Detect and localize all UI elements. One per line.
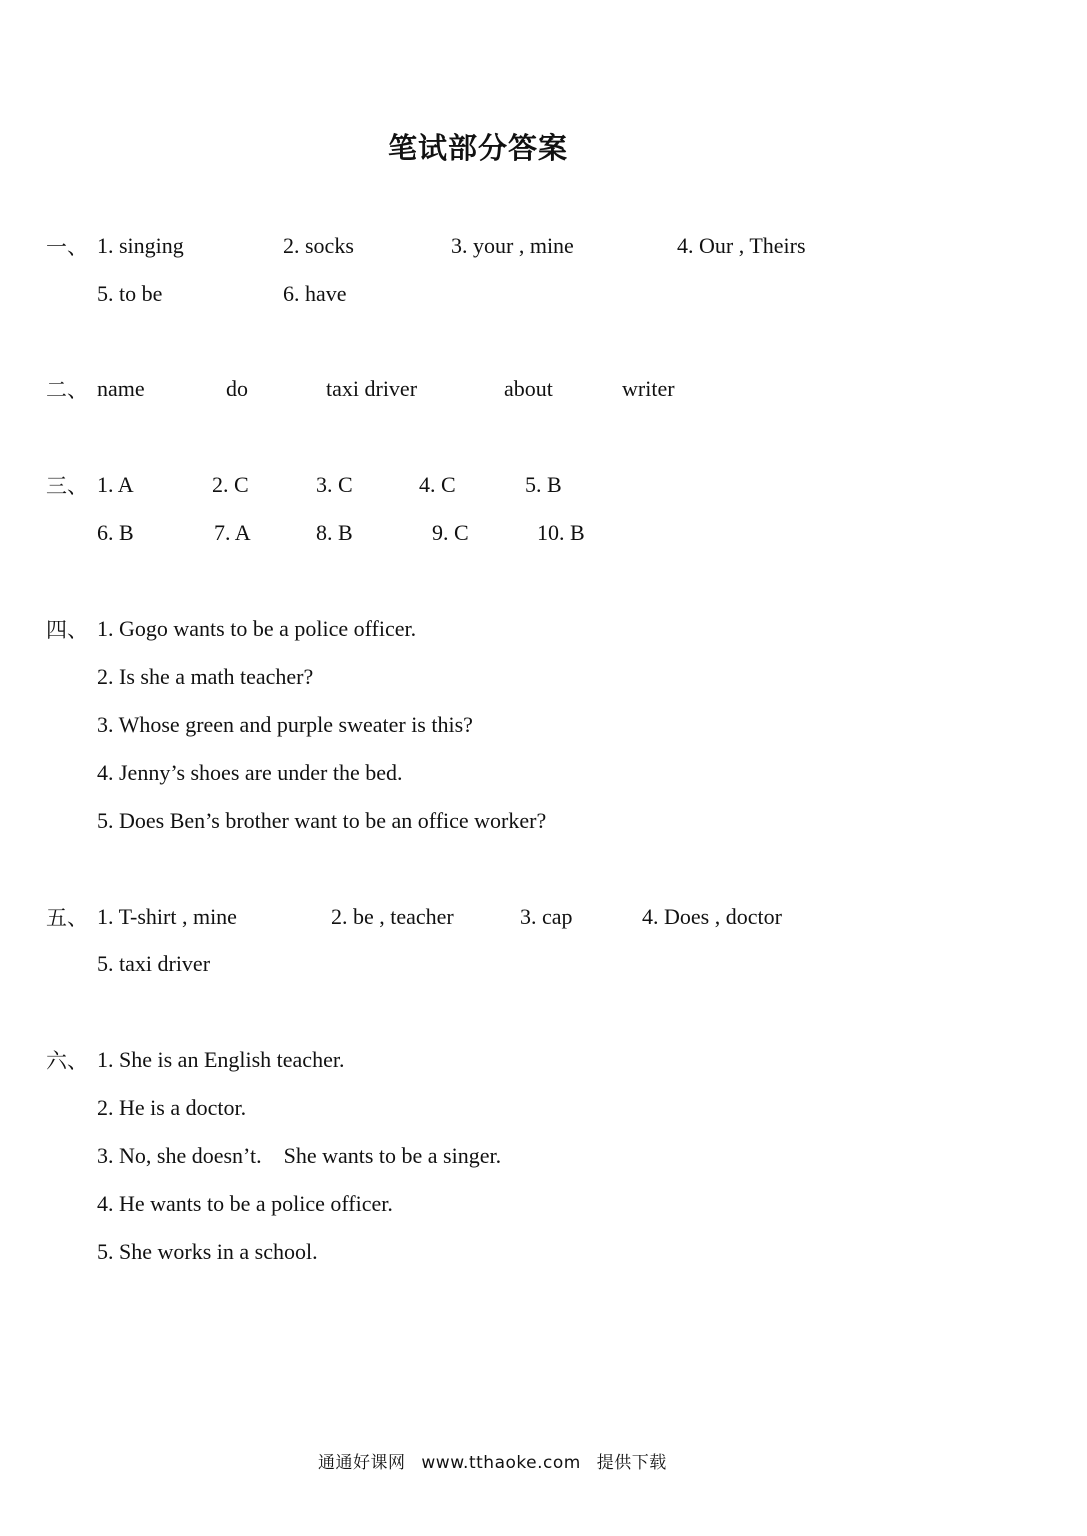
answer-line: 1. Gogo wants to be a police officer. xyxy=(97,616,417,641)
section-3-marker: 三、 xyxy=(46,474,88,498)
answer-item: 4. C xyxy=(419,472,456,497)
page-footer xyxy=(318,1448,677,1473)
section-2-marker: 二、 xyxy=(46,378,88,402)
section-3-row-2 xyxy=(0,518,1087,548)
answer-item: 1. singing xyxy=(97,233,184,258)
section-3-row-1 xyxy=(0,470,1087,500)
answer-item: name xyxy=(97,376,145,401)
answer-line: 4. Jenny’s shoes are under the bed. xyxy=(97,760,403,785)
section-5-marker: 五、 xyxy=(46,906,88,930)
answer-item: 4. Does , doctor xyxy=(642,904,782,929)
answer-item: taxi driver xyxy=(326,376,418,401)
answer-item: 3. cap xyxy=(520,904,573,929)
page-title: 笔试部分答案 xyxy=(387,131,568,165)
answer-line: 5. She works in a school. xyxy=(97,1239,318,1264)
answer-item: do xyxy=(226,376,248,401)
answer-item: 2. socks xyxy=(283,233,354,258)
answer-item: 6. have xyxy=(283,281,347,306)
answer-item: 2. be , teacher xyxy=(331,904,454,929)
answer-item: writer xyxy=(622,376,675,401)
answer-line: 5. Does Ben’s brother want to be an office worker? xyxy=(97,808,547,833)
section-5-row-1 xyxy=(0,902,1087,932)
answer-item: 5. taxi driver xyxy=(97,951,211,976)
section-2-row-1 xyxy=(0,374,1087,404)
answer-item: 3. your , mine xyxy=(451,233,574,258)
answer-line: 3. Whose green and purple sweater is this? xyxy=(97,712,473,737)
answer-item: 4. Our , Theirs xyxy=(677,233,806,258)
answer-line: 2. Is she a math teacher? xyxy=(97,664,314,689)
section-1-row-2 xyxy=(0,279,1087,309)
answer-item: 6. B xyxy=(97,520,134,545)
answer-item: 10. B xyxy=(537,520,585,545)
section-6-marker: 六、 xyxy=(46,1049,88,1073)
answer-item: 8. B xyxy=(316,520,353,545)
answer-item: about xyxy=(504,376,553,401)
section-1-marker: 一、 xyxy=(46,235,88,259)
answer-item: 5. B xyxy=(525,472,562,497)
section-5-row-2 xyxy=(0,949,1087,979)
answer-item: 3. C xyxy=(316,472,353,497)
answer-line: 1. She is an English teacher. xyxy=(97,1047,345,1072)
footer-note: 提供下载 xyxy=(596,1453,667,1473)
section-1-row-1 xyxy=(0,231,1087,261)
answer-item: 2. C xyxy=(212,472,249,497)
answer-item: 1. T-shirt , mine xyxy=(97,904,237,929)
section-4-marker: 四、 xyxy=(46,618,88,642)
answer-item: 5. to be xyxy=(97,281,163,306)
footer-site-name: 通通好课网 xyxy=(318,1453,406,1473)
answer-item: 1. A xyxy=(97,472,134,497)
answer-item: 7. A xyxy=(214,520,251,545)
answer-item: 9. C xyxy=(432,520,469,545)
footer-url: www.tthaoke.com xyxy=(421,1453,581,1473)
answer-line: 4. He wants to be a police officer. xyxy=(97,1191,393,1216)
answer-line: 3. No, she doesn’t. She wants to be a singer. xyxy=(97,1143,502,1168)
answer-line: 2. He is a doctor. xyxy=(97,1095,247,1120)
